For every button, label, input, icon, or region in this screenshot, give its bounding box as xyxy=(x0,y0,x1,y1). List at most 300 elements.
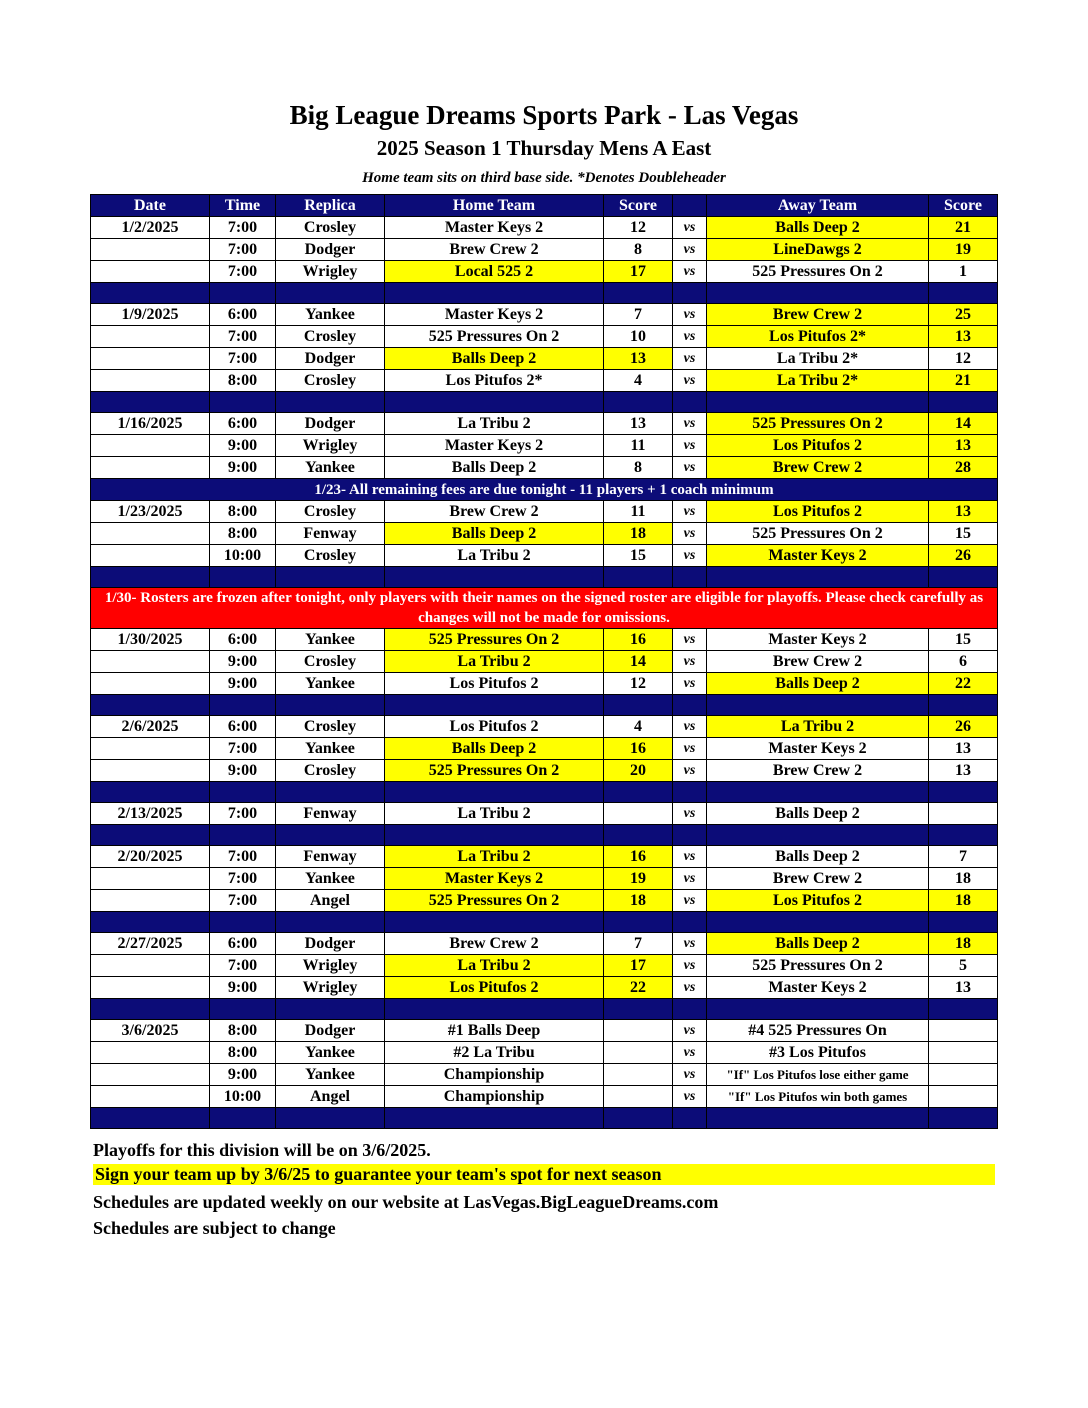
away-team: Master Keys 2 xyxy=(707,977,929,999)
vs-label: vs xyxy=(673,523,707,545)
separator-cell xyxy=(929,695,998,716)
game-time: 8:00 xyxy=(210,523,276,545)
game-time: 9:00 xyxy=(210,457,276,479)
game-row xyxy=(91,523,998,545)
signup-note: Sign your team up by 3/6/25 to guarantee your team's spot for next season xyxy=(93,1164,995,1185)
game-row xyxy=(91,803,998,825)
game-date xyxy=(91,370,210,392)
vs-label: vs xyxy=(673,977,707,999)
separator-cell xyxy=(929,825,998,846)
separator-row xyxy=(91,283,998,304)
separator-cell xyxy=(91,1108,210,1129)
game-row xyxy=(91,1042,998,1064)
game-field: Crosley xyxy=(276,716,385,738)
home-team: Championship xyxy=(385,1086,604,1108)
separator-cell xyxy=(276,695,385,716)
home-score: 8 xyxy=(604,457,673,479)
website-note: Schedules are updated weekly on our website at LasVegas.BigLeagueDreams.com xyxy=(93,1192,719,1212)
home-team: 525 Pressures On 2 xyxy=(385,760,604,782)
game-field: Dodger xyxy=(276,348,385,370)
game-date: 3/6/2025 xyxy=(91,1020,210,1042)
game-date xyxy=(91,326,210,348)
away-team: Brew Crew 2 xyxy=(707,304,929,326)
separator-cell xyxy=(276,912,385,933)
separator-cell xyxy=(604,912,673,933)
separator-cell xyxy=(604,695,673,716)
home-team: Balls Deep 2 xyxy=(385,457,604,479)
away-team: Los Pitufos 2 xyxy=(707,501,929,523)
home-team: La Tribu 2 xyxy=(385,545,604,567)
game-date xyxy=(91,738,210,760)
game-row xyxy=(91,370,998,392)
away-score xyxy=(929,1086,998,1108)
separator-row xyxy=(91,567,998,588)
home-score: 19 xyxy=(604,868,673,890)
separator-cell xyxy=(91,695,210,716)
game-field: Dodger xyxy=(276,1020,385,1042)
game-field: Crosley xyxy=(276,545,385,567)
home-team: La Tribu 2 xyxy=(385,955,604,977)
game-field: Yankee xyxy=(276,738,385,760)
home-score: 12 xyxy=(604,673,673,695)
game-time: 8:00 xyxy=(210,1042,276,1064)
separator-cell xyxy=(91,567,210,588)
vs-label: vs xyxy=(673,933,707,955)
home-score: 16 xyxy=(604,629,673,651)
game-time: 7:00 xyxy=(210,868,276,890)
home-score: 16 xyxy=(604,846,673,868)
vs-label: vs xyxy=(673,239,707,261)
separator-cell xyxy=(673,999,707,1020)
separator-cell xyxy=(276,567,385,588)
separator-cell xyxy=(91,825,210,846)
away-score: 28 xyxy=(929,457,998,479)
separator-cell xyxy=(707,782,929,803)
away-score: 1 xyxy=(929,261,998,283)
separator-row xyxy=(91,1108,998,1129)
home-team: 525 Pressures On 2 xyxy=(385,629,604,651)
separator-cell xyxy=(604,825,673,846)
game-date: 2/6/2025 xyxy=(91,716,210,738)
game-date xyxy=(91,1042,210,1064)
away-team: Los Pitufos 2 xyxy=(707,435,929,457)
separator-cell xyxy=(707,912,929,933)
home-team: Los Pitufos 2* xyxy=(385,370,604,392)
game-row xyxy=(91,217,998,239)
home-score: 22 xyxy=(604,977,673,999)
game-row xyxy=(91,955,998,977)
game-row xyxy=(91,629,998,651)
vs-label: vs xyxy=(673,890,707,912)
separator-cell xyxy=(673,567,707,588)
game-time: 7:00 xyxy=(210,890,276,912)
home-team: #1 Balls Deep xyxy=(385,1020,604,1042)
separator-cell xyxy=(673,912,707,933)
col-home-score: Score xyxy=(604,195,673,217)
vs-label: vs xyxy=(673,760,707,782)
game-date: 1/2/2025 xyxy=(91,217,210,239)
separator-cell xyxy=(385,825,604,846)
game-row xyxy=(91,304,998,326)
separator-cell xyxy=(929,392,998,413)
game-field: Crosley xyxy=(276,217,385,239)
away-team: 525 Pressures On 2 xyxy=(707,523,929,545)
home-score: 11 xyxy=(604,435,673,457)
home-team: La Tribu 2 xyxy=(385,846,604,868)
home-score: 17 xyxy=(604,955,673,977)
game-time: 7:00 xyxy=(210,348,276,370)
vs-label: vs xyxy=(673,955,707,977)
away-team: LineDawgs 2 xyxy=(707,239,929,261)
away-team: "If" Los Pitufos win both games xyxy=(707,1086,929,1108)
game-field: Wrigley xyxy=(276,435,385,457)
away-team: Brew Crew 2 xyxy=(707,760,929,782)
separator-cell xyxy=(929,1108,998,1129)
game-time: 8:00 xyxy=(210,370,276,392)
game-row xyxy=(91,348,998,370)
home-team: Los Pitufos 2 xyxy=(385,673,604,695)
game-date xyxy=(91,457,210,479)
vs-label: vs xyxy=(673,457,707,479)
vs-label: vs xyxy=(673,846,707,868)
game-time: 8:00 xyxy=(210,1020,276,1042)
doubleheader-note: Home team sits on third base side. *Denotes Doubleheader xyxy=(362,170,726,186)
game-row xyxy=(91,977,998,999)
separator-row xyxy=(91,782,998,803)
home-score xyxy=(604,1020,673,1042)
away-team: Balls Deep 2 xyxy=(707,803,929,825)
game-date xyxy=(91,1064,210,1086)
game-row xyxy=(91,261,998,283)
home-score: 11 xyxy=(604,501,673,523)
game-time: 6:00 xyxy=(210,629,276,651)
separator-row xyxy=(91,999,998,1020)
game-time: 7:00 xyxy=(210,955,276,977)
home-team: Los Pitufos 2 xyxy=(385,716,604,738)
separator-cell xyxy=(385,283,604,304)
away-score: 13 xyxy=(929,501,998,523)
game-row xyxy=(91,413,998,435)
separator-cell xyxy=(210,567,276,588)
game-field: Crosley xyxy=(276,760,385,782)
game-date: 2/13/2025 xyxy=(91,803,210,825)
away-score xyxy=(929,1020,998,1042)
away-team: 525 Pressures On 2 xyxy=(707,955,929,977)
schedule-table xyxy=(90,194,998,1129)
game-time: 9:00 xyxy=(210,1064,276,1086)
separator-cell xyxy=(707,567,929,588)
game-field: Yankee xyxy=(276,304,385,326)
separator-cell xyxy=(673,392,707,413)
game-row xyxy=(91,716,998,738)
game-date xyxy=(91,760,210,782)
away-team: Balls Deep 2 xyxy=(707,217,929,239)
game-field: Fenway xyxy=(276,803,385,825)
vs-label: vs xyxy=(673,370,707,392)
separator-cell xyxy=(276,283,385,304)
home-score: 15 xyxy=(604,545,673,567)
roster-alert: 1/30- Rosters are frozen after tonight, only players with their names on the signed roster are eligible for playoffs. Please check carefully as changes will not be made for omissions. xyxy=(91,588,998,629)
game-row xyxy=(91,501,998,523)
game-time: 7:00 xyxy=(210,326,276,348)
separator-cell xyxy=(673,283,707,304)
fees-notice: 1/23- All remaining fees are due tonight - 11 players + 1 coach minimum xyxy=(91,479,998,501)
away-team: 525 Pressures On 2 xyxy=(707,261,929,283)
away-score: 7 xyxy=(929,846,998,868)
vs-label: vs xyxy=(673,501,707,523)
home-team: Balls Deep 2 xyxy=(385,738,604,760)
home-score xyxy=(604,1086,673,1108)
vs-label: vs xyxy=(673,868,707,890)
separator-cell xyxy=(91,283,210,304)
separator-cell xyxy=(385,912,604,933)
home-team: Master Keys 2 xyxy=(385,435,604,457)
game-row xyxy=(91,1020,998,1042)
game-field: Angel xyxy=(276,1086,385,1108)
separator-cell xyxy=(673,782,707,803)
game-time: 7:00 xyxy=(210,846,276,868)
vs-label: vs xyxy=(673,261,707,283)
home-score: 14 xyxy=(604,651,673,673)
home-score: 20 xyxy=(604,760,673,782)
away-score: 13 xyxy=(929,738,998,760)
separator-cell xyxy=(929,782,998,803)
separator-cell xyxy=(91,999,210,1020)
home-team: Brew Crew 2 xyxy=(385,933,604,955)
vs-label: vs xyxy=(673,716,707,738)
separator-cell xyxy=(276,392,385,413)
game-row xyxy=(91,868,998,890)
separator-cell xyxy=(385,999,604,1020)
away-score: 22 xyxy=(929,673,998,695)
vs-label: vs xyxy=(673,651,707,673)
away-score: 13 xyxy=(929,977,998,999)
home-team: La Tribu 2 xyxy=(385,413,604,435)
separator-cell xyxy=(210,392,276,413)
separator-cell xyxy=(210,695,276,716)
away-team: Brew Crew 2 xyxy=(707,868,929,890)
game-date: 1/9/2025 xyxy=(91,304,210,326)
away-team: Los Pitufos 2* xyxy=(707,326,929,348)
game-time: 7:00 xyxy=(210,217,276,239)
game-row xyxy=(91,435,998,457)
home-score: 4 xyxy=(604,370,673,392)
home-team: La Tribu 2 xyxy=(385,651,604,673)
away-team: Balls Deep 2 xyxy=(707,846,929,868)
game-field: Yankee xyxy=(276,673,385,695)
away-team: La Tribu 2 xyxy=(707,716,929,738)
vs-label: vs xyxy=(673,413,707,435)
away-score: 15 xyxy=(929,523,998,545)
game-time: 7:00 xyxy=(210,261,276,283)
col-field: Replica xyxy=(276,195,385,217)
game-row xyxy=(91,651,998,673)
col-away-score: Score xyxy=(929,195,998,217)
game-field: Yankee xyxy=(276,457,385,479)
home-team: Los Pitufos 2 xyxy=(385,977,604,999)
game-row xyxy=(91,326,998,348)
separator-cell xyxy=(91,782,210,803)
away-score: 13 xyxy=(929,760,998,782)
separator-cell xyxy=(604,782,673,803)
separator-cell xyxy=(385,1108,604,1129)
game-field: Dodger xyxy=(276,933,385,955)
home-score: 17 xyxy=(604,261,673,283)
separator-cell xyxy=(276,999,385,1020)
game-field: Crosley xyxy=(276,326,385,348)
separator-cell xyxy=(210,782,276,803)
vs-label: vs xyxy=(673,1086,707,1108)
game-date: 1/23/2025 xyxy=(91,501,210,523)
away-score: 13 xyxy=(929,435,998,457)
game-field: Wrigley xyxy=(276,977,385,999)
vs-label: vs xyxy=(673,217,707,239)
separator-row xyxy=(91,695,998,716)
away-score: 15 xyxy=(929,629,998,651)
home-score: 4 xyxy=(604,716,673,738)
game-row xyxy=(91,673,998,695)
game-date xyxy=(91,545,210,567)
game-row xyxy=(91,846,998,868)
game-row xyxy=(91,1064,998,1086)
game-time: 6:00 xyxy=(210,716,276,738)
page-title: Big League Dreams Sports Park - Las Vegas xyxy=(289,100,799,130)
separator-cell xyxy=(210,1108,276,1129)
separator-cell xyxy=(707,1108,929,1129)
game-date: 2/27/2025 xyxy=(91,933,210,955)
playoffs-note: Playoffs for this division will be on 3/6/2025. xyxy=(93,1140,431,1160)
game-field: Dodger xyxy=(276,239,385,261)
away-score: 26 xyxy=(929,716,998,738)
away-score: 21 xyxy=(929,217,998,239)
col-date: Date xyxy=(91,195,210,217)
home-team: Master Keys 2 xyxy=(385,304,604,326)
separator-cell xyxy=(929,999,998,1020)
game-date: 1/16/2025 xyxy=(91,413,210,435)
separator-cell xyxy=(673,1108,707,1129)
home-team: Brew Crew 2 xyxy=(385,239,604,261)
home-team: Championship xyxy=(385,1064,604,1086)
game-field: Yankee xyxy=(276,629,385,651)
away-score: 5 xyxy=(929,955,998,977)
home-score: 16 xyxy=(604,738,673,760)
home-score: 8 xyxy=(604,239,673,261)
alert-row xyxy=(91,588,998,629)
separator-row xyxy=(91,912,998,933)
vs-label: vs xyxy=(673,803,707,825)
separator-cell xyxy=(604,283,673,304)
col-away-team: Away Team xyxy=(707,195,929,217)
away-team: #3 Los Pitufos xyxy=(707,1042,929,1064)
home-score: 18 xyxy=(604,890,673,912)
vs-label: vs xyxy=(673,348,707,370)
separator-cell xyxy=(210,999,276,1020)
separator-cell xyxy=(707,999,929,1020)
away-team: La Tribu 2* xyxy=(707,348,929,370)
game-time: 9:00 xyxy=(210,673,276,695)
home-score: 10 xyxy=(604,326,673,348)
separator-cell xyxy=(276,1108,385,1129)
game-date xyxy=(91,261,210,283)
game-row xyxy=(91,933,998,955)
away-team: Master Keys 2 xyxy=(707,629,929,651)
notice-row xyxy=(91,479,998,501)
game-date xyxy=(91,435,210,457)
game-date xyxy=(91,977,210,999)
separator-row xyxy=(91,825,998,846)
home-team: 525 Pressures On 2 xyxy=(385,890,604,912)
game-time: 9:00 xyxy=(210,760,276,782)
col-vs xyxy=(673,195,707,217)
game-field: Yankee xyxy=(276,1064,385,1086)
separator-cell xyxy=(385,782,604,803)
separator-cell xyxy=(929,283,998,304)
game-time: 10:00 xyxy=(210,545,276,567)
page-subtitle: 2025 Season 1 Thursday Mens A East xyxy=(376,136,712,160)
separator-cell xyxy=(276,825,385,846)
separator-cell xyxy=(385,392,604,413)
game-time: 9:00 xyxy=(210,651,276,673)
game-row xyxy=(91,1086,998,1108)
game-date xyxy=(91,673,210,695)
separator-cell xyxy=(210,912,276,933)
col-home-team: Home Team xyxy=(385,195,604,217)
vs-label: vs xyxy=(673,304,707,326)
game-time: 9:00 xyxy=(210,977,276,999)
away-score xyxy=(929,803,998,825)
separator-cell xyxy=(604,999,673,1020)
home-score: 18 xyxy=(604,523,673,545)
away-team: Master Keys 2 xyxy=(707,545,929,567)
separator-cell xyxy=(707,392,929,413)
game-row xyxy=(91,545,998,567)
home-score xyxy=(604,803,673,825)
vs-label: vs xyxy=(673,1042,707,1064)
vs-label: vs xyxy=(673,629,707,651)
home-score xyxy=(604,1064,673,1086)
game-row xyxy=(91,239,998,261)
separator-row xyxy=(91,392,998,413)
home-team: La Tribu 2 xyxy=(385,803,604,825)
away-score: 26 xyxy=(929,545,998,567)
away-team: "If" Los Pitufos lose either game xyxy=(707,1064,929,1086)
away-score: 14 xyxy=(929,413,998,435)
home-team: Master Keys 2 xyxy=(385,217,604,239)
game-date xyxy=(91,523,210,545)
separator-cell xyxy=(604,567,673,588)
game-date xyxy=(91,651,210,673)
game-date xyxy=(91,239,210,261)
vs-label: vs xyxy=(673,326,707,348)
game-date xyxy=(91,868,210,890)
game-row xyxy=(91,738,998,760)
game-field: Wrigley xyxy=(276,955,385,977)
away-team: La Tribu 2* xyxy=(707,370,929,392)
away-score: 18 xyxy=(929,933,998,955)
separator-cell xyxy=(707,695,929,716)
away-team: Master Keys 2 xyxy=(707,738,929,760)
vs-label: vs xyxy=(673,673,707,695)
game-field: Dodger xyxy=(276,413,385,435)
away-team: Brew Crew 2 xyxy=(707,457,929,479)
separator-cell xyxy=(91,392,210,413)
game-time: 6:00 xyxy=(210,304,276,326)
game-date: 2/20/2025 xyxy=(91,846,210,868)
header-row xyxy=(91,195,998,217)
vs-label: vs xyxy=(673,1020,707,1042)
separator-cell xyxy=(707,283,929,304)
game-field: Crosley xyxy=(276,501,385,523)
